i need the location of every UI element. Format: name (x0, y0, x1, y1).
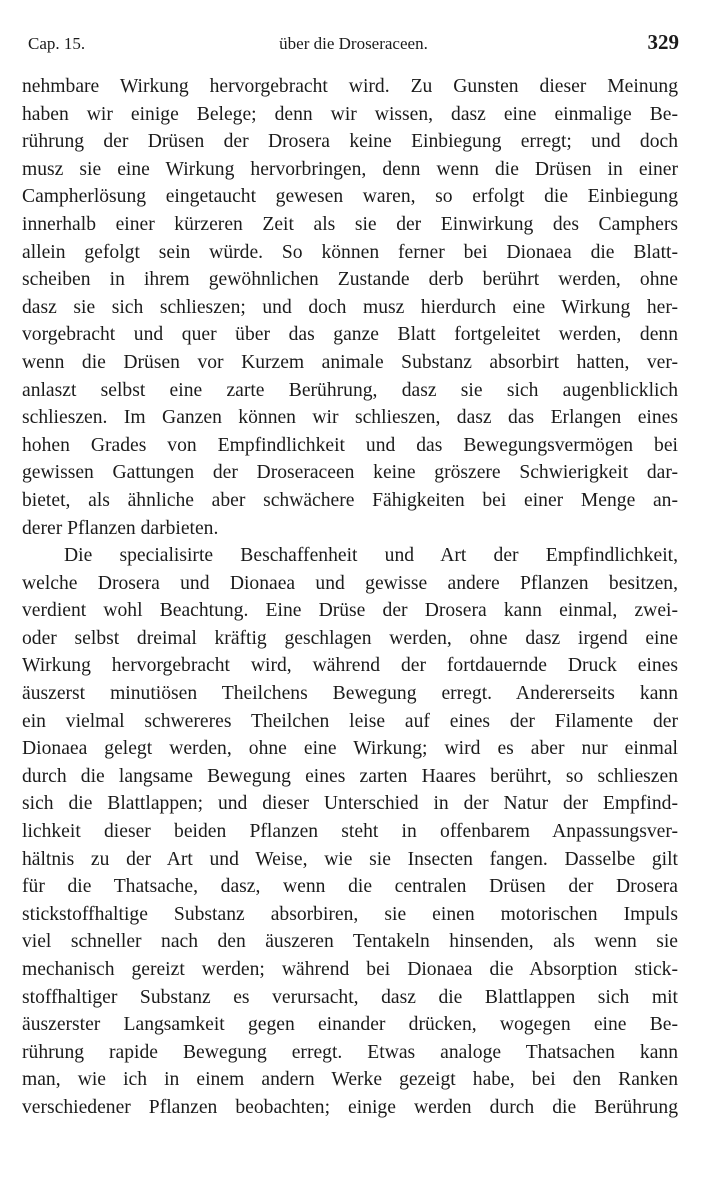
body-text (22, 73, 678, 1122)
text-line: haben wir einige Belege; denn wir wissen, dasz eine einmalige Be- (22, 103, 678, 125)
text-line: scheiben in ihrem gewöhnlichen Zustande derb berührt werden, ohne (22, 269, 678, 291)
text-line: durch die langsame Bewegung eines zarten Haares berührt, so schlieszen (22, 765, 678, 787)
text-line: gewissen Gattungen der Droseraceen keine gröszere Schwierigkeit dar- (22, 462, 678, 484)
text-line: nehmbare Wirkung hervorgebracht wird. Zu Gunsten dieser Meinung (22, 76, 678, 97)
chapter-label: Cap. 15. (28, 34, 86, 53)
text-line: rührung der Drüsen der Drosera keine Einbiegung erregt; und doch (22, 131, 678, 153)
text-line: wenn die Drüsen vor Kurzem animale Substanz absorbirt hatten, ver- (22, 351, 678, 373)
text-line: hohen Grades von Empfindlichkeit und das Bewegungsvermögen bei (22, 434, 678, 456)
text-line: allein gefolgt sein würde. So können ferner bei Dionaea die Blatt- (22, 241, 678, 263)
running-header (28, 30, 679, 60)
text-line: verdient wohl Beachtung. Eine Drüse der Drosera kann einmal, zwei- (22, 600, 678, 622)
text-line: sich die Blattlappen; und dieser Unterschied in der Natur der Empfind- (22, 793, 678, 815)
text-line: anlaszt selbst eine zarte Berührung, dasz sie sich augenblicklich (22, 379, 678, 401)
text-line: Wirkung hervorgebracht wird, während der fortdauernde Druck eines (22, 655, 678, 677)
running-title: über die Droseraceen. (279, 34, 428, 53)
text-line: Dionaea gelegt werden, ohne eine Wirkung; wird es aber nur einmal (22, 738, 678, 760)
text-line: vorgebracht und quer über das ganze Blatt fortgeleitet werden, denn (22, 324, 678, 346)
text-line: äuszerster Langsamkeit gegen einander drücken, wogegen eine Be- (22, 1014, 678, 1036)
text-line: rührung rapide Bewegung erregt. Etwas analoge Thatsachen kann (22, 1041, 678, 1063)
text-line: lichkeit dieser beiden Pflanzen steht in offenbarem Anpassungsver- (22, 821, 678, 843)
text-line: musz sie eine Wirkung hervorbringen, denn wenn die Drüsen in einer (22, 158, 678, 180)
text-line: bietet, als ähnliche aber schwächere Fähigkeiten bei einer Menge an- (22, 489, 678, 511)
text-line: man, wie ich in einem andern Werke gezeigt habe, bei den Ranken (22, 1069, 678, 1091)
text-line: Die specialisirte Beschaffenheit und Art der Empfindlichkeit, (64, 545, 678, 567)
text-line: oder selbst dreimal kräftig geschlagen werden, ohne dasz irgend eine (22, 627, 678, 649)
text-line: welche Drosera und Dionaea und gewisse andere Pflanzen besitzen, (22, 572, 678, 594)
text-line: äuszerst minutiösen Theilchens Bewegung erregt. Andererseits kann (22, 683, 678, 705)
text-line: viel schneller nach den äuszeren Tentakeln hinsenden, als wenn sie (22, 931, 678, 953)
text-line: verschiedener Pflanzen beobachten; einige werden durch die Berührung (22, 1096, 678, 1118)
text-line: hältnis zu der Art und Weise, wie sie Insecten fangen. Dasselbe gilt (22, 848, 678, 870)
text-line: für die Thatsache, dasz, wenn die centralen Drüsen der Drosera (22, 876, 678, 898)
text-line: stoffhaltiger Substanz es verursacht, dasz die Blattlappen sich mit (22, 986, 678, 1008)
text-line: derer Pflanzen darbieten. (22, 517, 219, 539)
page-number: 329 (647, 30, 679, 54)
text-line: stickstoffhaltige Substanz absorbiren, sie einen motorischen Impuls (22, 903, 678, 925)
text-line: Campherlösung eingetaucht gewesen waren, so erfolgt die Einbiegung (22, 186, 678, 208)
text-line: schlieszen. Im Ganzen können wir schlieszen, dasz das Erlangen eines (22, 407, 678, 429)
text-line: dasz sie sich schlieszen; und doch musz hierdurch eine Wirkung her- (22, 296, 678, 318)
text-line: mechanisch gereizt werden; während bei Dionaea die Absorption stick- (22, 959, 678, 980)
text-line: ein vielmal schwereres Theilchen leise auf eines der Filamente der (22, 710, 678, 732)
text-line: innerhalb einer kürzeren Zeit als sie der Einwirkung des Camphers (22, 213, 678, 235)
